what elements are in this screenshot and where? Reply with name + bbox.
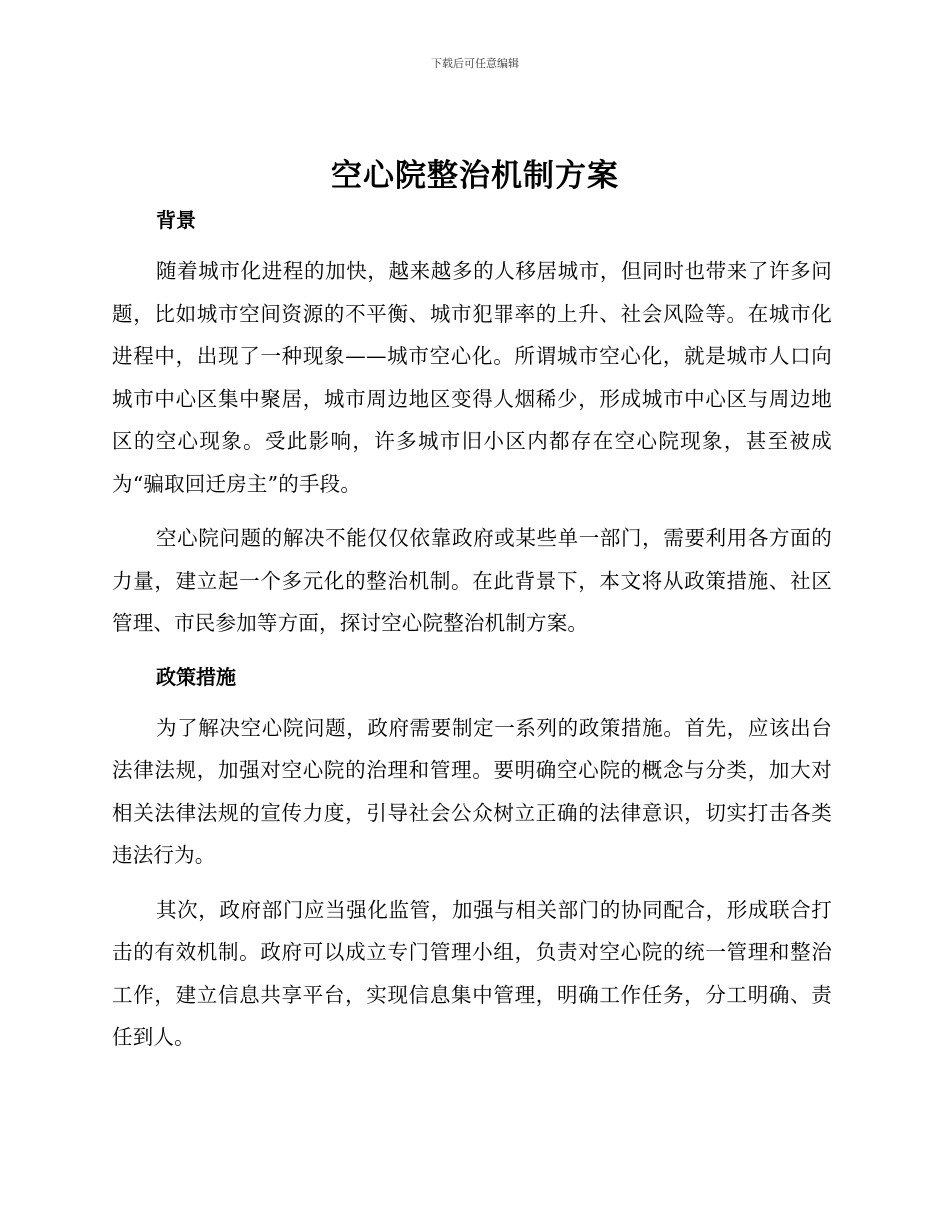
document-title: 空心院整治机制方案 [331, 158, 619, 194]
section-heading-background: 背景 [156, 208, 196, 232]
paragraph: 其次，政府部门应当强化监管，加强与相关部门的协同配合，形成联合打击的有效机制。政府可以成立专门管理小组，负责对空心院的统一管理和整治工作，建立信息共享平台，实现信息集中管理，明确工作任务，分工明确、责任到人。 [112, 897, 832, 1049]
header-note: 下载后可任意编辑 [431, 57, 519, 70]
document-body [112, 200, 832, 1059]
paragraph: 为了解决空心院问题，政府需要制定一系列的政策措施。首先，应该出台法律法规，加强对空心院的治理和管理。要明确空心院的概念与分类，加大对相关法律法规的宣传力度，引导社会公众树立正确的法律意识，切实打击各类违法行为。 [112, 715, 832, 867]
paragraph: 空心院问题的解决不能仅仅依靠政府或某些单一部门，需要利用各方面的力量，建立起一个多元化的整治机制。在此背景下，本文将从政策措施、社区管理、市民参加等方面，探讨空心院整治机制方案。 [112, 526, 832, 635]
paragraph: 随着城市化进程的加快，越来越多的人移居城市，但同时也带来了许多问题，比如城市空间资源的不平衡、城市犯罪率的上升、社会风险等。在城市化进程中，出现了一种现象——城市空心化。所谓城市空心化，就是城市人口向城市中心区集中聚居，城市周边地区变得人烟稀少，形成城市中心区与周边地区的空心现象。受此影响，许多城市旧小区内都存在空心院现象，甚至被成为“骗取回迁房主”的手段。 [112, 259, 832, 496]
section-heading-policy: 政策措施 [156, 664, 236, 689]
